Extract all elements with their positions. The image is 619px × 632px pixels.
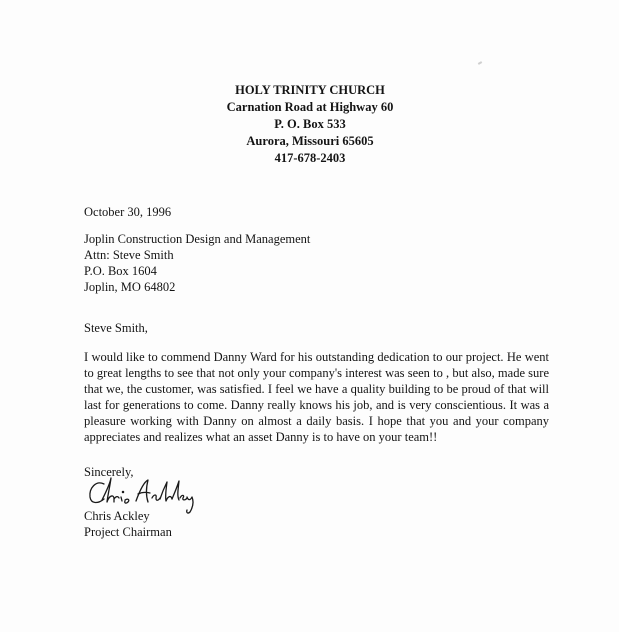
recipient-address [84,231,310,295]
recipient-company: Joplin Construction Design and Management [84,232,311,246]
closing: Sincerely, [84,465,134,479]
recipient-attn: Attn: Steve Smith [84,248,174,262]
signer-title: Project Chairman [84,525,172,539]
salutation: Steve Smith, [84,321,148,335]
letter-body: I would like to commend Danny Ward for his outstanding dedication to our project. He went to great lengths to see that not only your company's interest was seen to , but also, made sure that we, the customer, was satisfied. I feel we have a quality building to be proud of that will last for generations to come. Danny really knows his job, and is very conscientious. It was a pleasure working with Danny on almost a daily basis. I hope that you and your company appreciates and realizes what an asset Danny is to have on your team!! [84,350,549,444]
letter-date: October 30, 1996 [84,205,172,219]
scan-speck [478,61,482,65]
signer-block [84,508,172,540]
church-address-line3: Aurora, Missouri 65605 [246,134,374,148]
church-address-line2: P. O. Box 533 [274,117,346,131]
church-address-line1: Carnation Road at Highway 60 [226,100,394,114]
recipient-po-box: P.O. Box 1604 [84,264,157,278]
church-phone: 417-678-2403 [274,151,346,165]
recipient-city-state-zip: Joplin, MO 64802 [84,280,176,294]
signer-name: Chris Ackley [84,509,150,523]
letterhead [150,82,470,167]
church-name: HOLY TRINITY CHURCH [235,83,385,97]
